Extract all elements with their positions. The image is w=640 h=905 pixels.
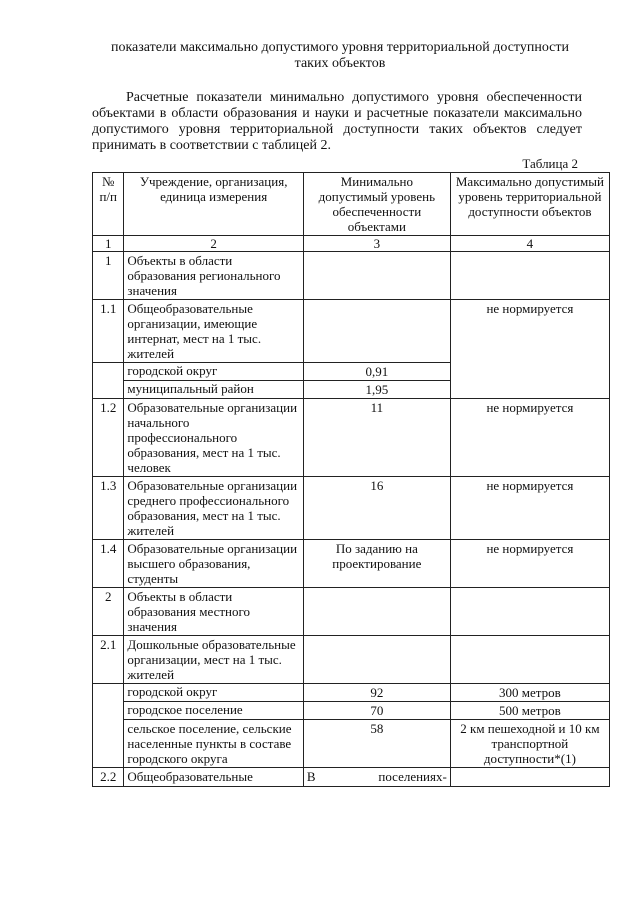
- row-name: городской округ: [124, 363, 303, 381]
- row-min-part-b: поселениях-: [378, 769, 447, 784]
- row-num: [93, 381, 124, 399]
- row-max: не нормируется: [450, 300, 609, 399]
- row-min: [303, 252, 450, 300]
- row-num: [93, 684, 124, 702]
- row-name: Образовательные организации начального профессионального образования, мест на 1 тыс. человек: [124, 399, 303, 477]
- row-name: Общеобразовательные: [124, 768, 303, 787]
- row-name: Общеобразовательные организации, имеющие интернат, мест на 1 тыс. жителей: [124, 300, 303, 363]
- column-number-3: 3: [303, 236, 450, 252]
- row-num: 1.3: [93, 477, 124, 540]
- table-row: [93, 399, 610, 477]
- column-number-1: 1: [93, 236, 124, 252]
- row-name: Объекты в области образования местного значения: [124, 588, 303, 636]
- row-max: [450, 252, 609, 300]
- row-max: [450, 588, 609, 636]
- row-num: 2.2: [93, 768, 124, 787]
- table-caption: Таблица 2: [522, 156, 578, 171]
- section-heading: [100, 40, 580, 72]
- row-max: не нормируется: [450, 399, 609, 477]
- row-min: 0,91: [303, 363, 450, 381]
- table-row: [93, 540, 610, 588]
- row-name: городской округ: [124, 684, 303, 702]
- row-num: 1.1: [93, 300, 124, 363]
- row-name: Образовательные организации среднего профессионального образования, мест на 1 тыс. жителей: [124, 477, 303, 540]
- row-name: городское поселение: [124, 702, 303, 720]
- row-min: [303, 636, 450, 684]
- row-min: 92: [303, 684, 450, 702]
- row-num: [93, 363, 124, 381]
- row-num: [93, 720, 124, 768]
- row-max: 2 км пешеходной и 10 км транспортной доступности*(1): [450, 720, 609, 768]
- row-num: 2.1: [93, 636, 124, 684]
- column-number-row: [93, 236, 610, 252]
- header-min-level: Минимально допустимый уровень обеспеченности объектами: [303, 173, 450, 236]
- row-name: муниципальный район: [124, 381, 303, 399]
- row-name: Дошкольные образовательные организации, мест на 1 тыс. жителей: [124, 636, 303, 684]
- row-max: 500 метров: [450, 702, 609, 720]
- column-number-2: 2: [124, 236, 303, 252]
- row-name: сельское поселение, сельские населенные пункты в составе городского округа: [124, 720, 303, 768]
- intro-paragraph: Расчетные показатели минимально допустимого уровня обеспеченности объектами в области образования и науки и расчетные показатели максимально допустимого уровня территориальной доступности таких объектов следует принимать в соответствии с таблицей 2.: [92, 90, 582, 153]
- table-row: [93, 720, 610, 768]
- row-min: По заданию на проектирование: [303, 540, 450, 588]
- header-max-level: Максимально допустимый уровень территориальной доступности объектов: [450, 173, 609, 236]
- row-min: [303, 300, 450, 363]
- row-max: [450, 768, 609, 787]
- row-min: 11: [303, 399, 450, 477]
- row-num: 2: [93, 588, 124, 636]
- row-max: [450, 636, 609, 684]
- table-header-row: [93, 173, 610, 236]
- table-row: [93, 477, 610, 540]
- row-min: 58: [303, 720, 450, 768]
- row-num: 1.2: [93, 399, 124, 477]
- row-name: Объекты в области образования регионального значения: [124, 252, 303, 300]
- row-min: 16: [303, 477, 450, 540]
- table-row: [93, 300, 610, 363]
- row-num: [93, 702, 124, 720]
- row-max: 300 метров: [450, 684, 609, 702]
- table-row: [93, 768, 610, 787]
- table-row: [93, 702, 610, 720]
- table-row: [93, 252, 610, 300]
- table-row: [93, 684, 610, 702]
- table-row: [93, 588, 610, 636]
- row-min: [303, 588, 450, 636]
- heading-line-2: таких объектов: [294, 56, 386, 71]
- table-row: [93, 636, 610, 684]
- header-num: № п/п: [93, 173, 124, 236]
- row-name: Образовательные организации высшего образования, студенты: [124, 540, 303, 588]
- row-min-part-a: В: [306, 769, 316, 784]
- heading-line-1: показатели максимально допустимого уровня территориальной доступности: [110, 40, 570, 55]
- header-institution: Учреждение, организация, единица измерения: [124, 173, 303, 236]
- row-min: 70: [303, 702, 450, 720]
- row-num: 1.4: [93, 540, 124, 588]
- row-min: 1,95: [303, 381, 450, 399]
- row-max: не нормируется: [450, 477, 609, 540]
- column-number-4: 4: [450, 236, 609, 252]
- requirements-table: [92, 172, 610, 787]
- row-num: 1: [93, 252, 124, 300]
- row-max: не нормируется: [450, 540, 609, 588]
- row-min: [303, 768, 450, 787]
